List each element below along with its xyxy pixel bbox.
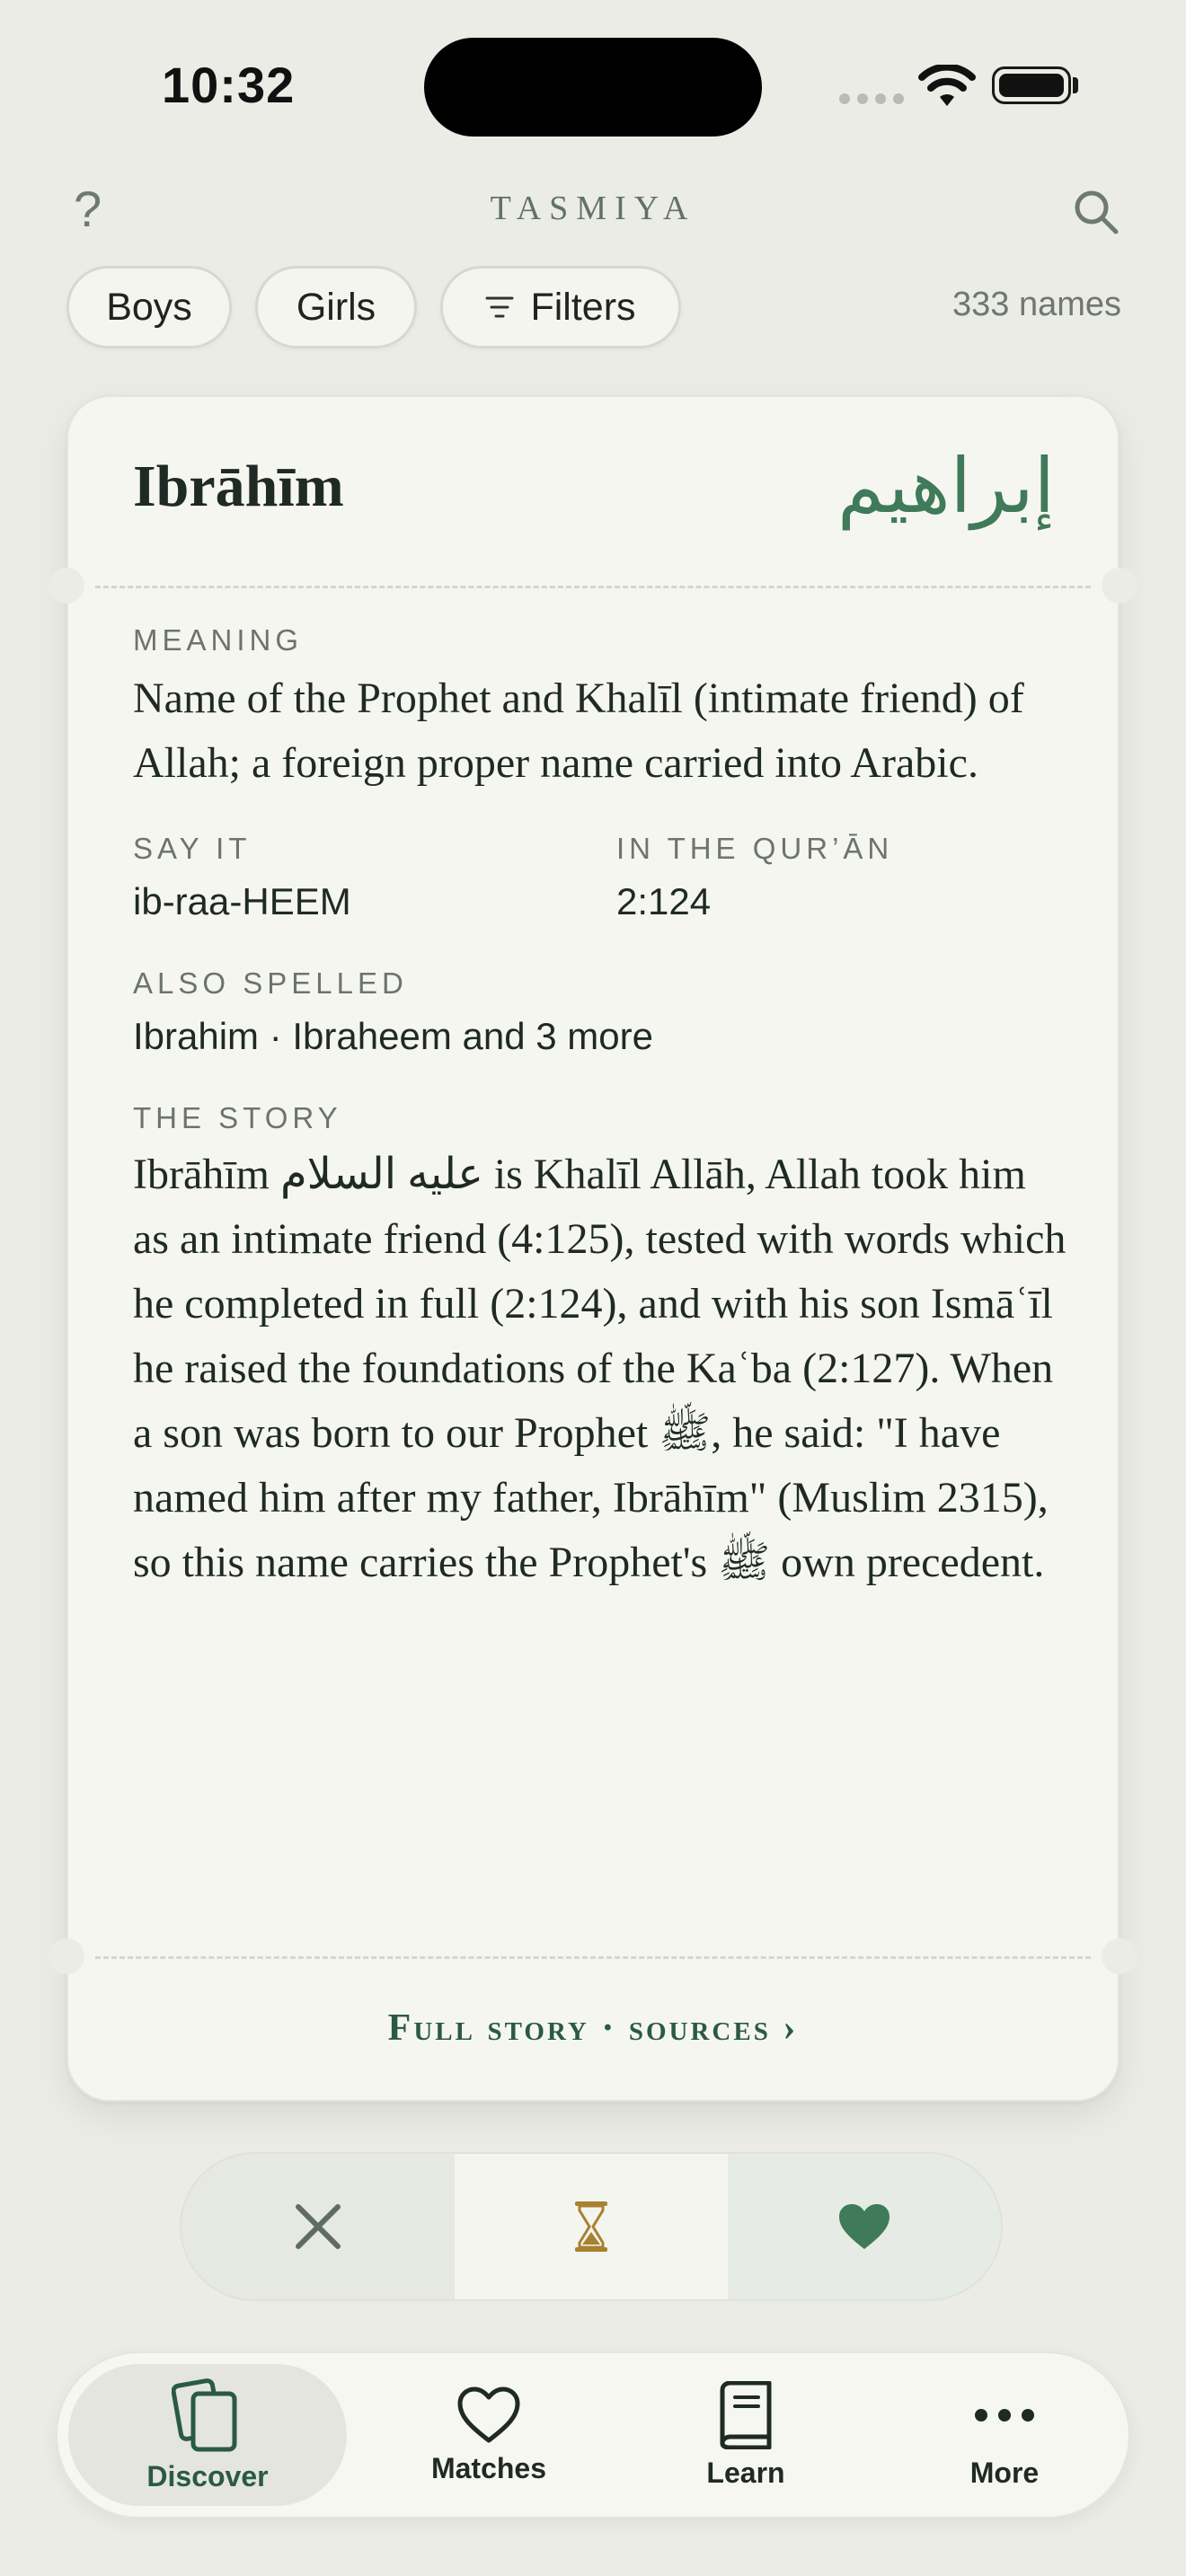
story-label: THE STORY xyxy=(133,1101,342,1134)
cards-icon xyxy=(172,2378,243,2453)
filter-icon xyxy=(485,296,514,319)
chip-label: Filters xyxy=(530,285,636,329)
help-button[interactable]: ? xyxy=(74,181,102,237)
ellipsis-icon xyxy=(972,2381,1037,2449)
tab-matches[interactable] xyxy=(372,2353,606,2517)
divider xyxy=(95,1956,1091,1959)
tab-label: Matches xyxy=(430,2451,547,2484)
quran-label: IN THE QUR’ĀN xyxy=(616,832,894,865)
tab-learn[interactable] xyxy=(629,2353,863,2517)
divider xyxy=(95,586,1091,588)
close-icon xyxy=(293,2201,343,2252)
name-card[interactable] xyxy=(66,395,1120,2102)
card-notch xyxy=(1102,1938,1137,1974)
tab-label: More xyxy=(969,2456,1040,2489)
name-arabic: إبراهيم xyxy=(837,442,1055,530)
hourglass-icon xyxy=(573,2200,609,2254)
card-notch xyxy=(1102,568,1137,604)
battery-icon xyxy=(992,66,1071,104)
filter-chip-boys[interactable] xyxy=(66,266,232,348)
wifi-icon xyxy=(916,65,978,110)
dynamic-island xyxy=(424,38,762,137)
pronunciation: ib-raa-HEEM xyxy=(133,880,351,922)
chip-label: Girls xyxy=(296,285,376,329)
tab-bar xyxy=(56,2351,1130,2519)
names-count: 333 names xyxy=(951,286,1121,323)
story-text: Ibrāhīm عليه السلام is Khalīl Allāh, Allah took him as an intimate friend (4:125), tested with words which he completed in full (2:124), and with his son Ismāʿīl he raised the foundations of the Kaʿba (2:127). When a son was born to our Prophet ﷺ, he said: "I have named him after my father, Ibrāhīm" (Muslim 2315), so this name carries the Prophet's ﷺ own precedent. xyxy=(133,1151,1067,1586)
tab-label: Discover xyxy=(146,2459,269,2492)
also-spelled-label: ALSO SPELLED xyxy=(133,966,408,1000)
search-icon[interactable] xyxy=(1071,187,1121,237)
chip-label: Boys xyxy=(106,285,192,329)
battery-tip xyxy=(1073,77,1078,93)
like-button[interactable] xyxy=(728,2154,1001,2299)
status-time: 10:32 xyxy=(162,57,296,113)
filter-chip-girls[interactable] xyxy=(255,266,417,348)
swipe-actions xyxy=(180,2152,1003,2301)
tab-label: Learn xyxy=(706,2456,785,2489)
card-notch xyxy=(49,568,84,604)
filters-button[interactable] xyxy=(440,266,681,348)
full-story-link[interactable]: Full story · sources › xyxy=(387,2007,799,2049)
app-title: TASMIYA xyxy=(490,190,696,227)
tab-discover[interactable] xyxy=(68,2364,347,2506)
pass-button[interactable] xyxy=(181,2154,455,2299)
quran-reference[interactable]: 2:124 xyxy=(616,880,712,922)
card-notch xyxy=(49,1938,84,1974)
save-for-later-button[interactable] xyxy=(455,2154,728,2299)
cellular-signal-icon xyxy=(839,93,904,104)
say-it-label: SAY IT xyxy=(133,832,252,865)
book-icon xyxy=(717,2381,774,2449)
tab-more[interactable] xyxy=(888,2353,1121,2517)
meaning-text: Name of the Prophet and Khalīl (intimate friend) of Allah; a foreign proper name carried into Arabic. xyxy=(133,675,1024,787)
meaning-label: MEANING xyxy=(133,623,304,657)
alternate-spellings[interactable]: Ibrahim · Ibraheem and 3 more xyxy=(133,1015,653,1057)
name-latin: Ibrāhīm xyxy=(133,454,344,519)
heart-outline-icon xyxy=(456,2386,521,2445)
heart-icon xyxy=(837,2202,891,2251)
